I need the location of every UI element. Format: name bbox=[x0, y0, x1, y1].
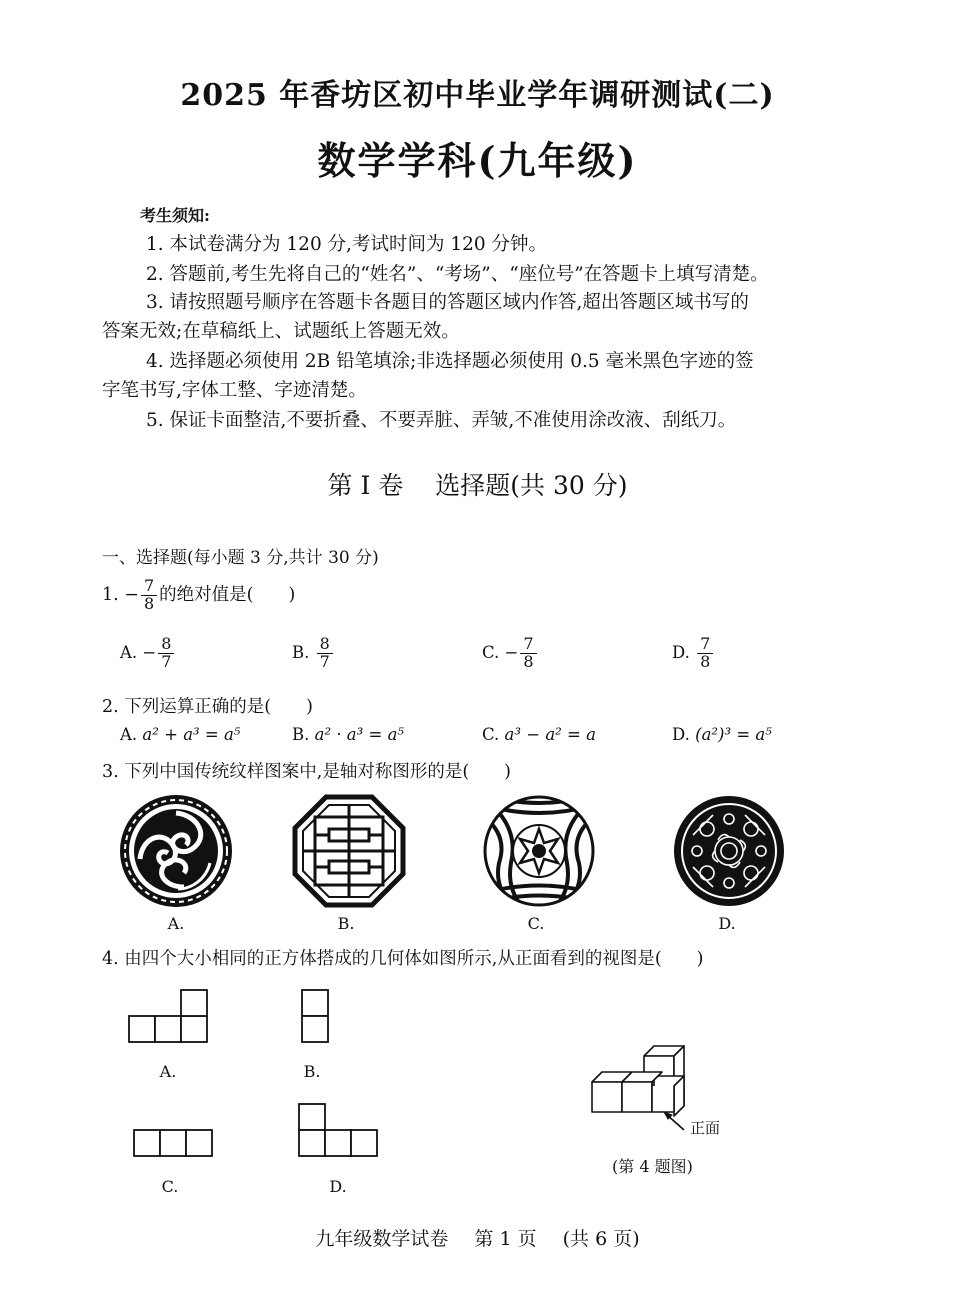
q1-option-b bbox=[292, 636, 335, 671]
section-name: 选择题(共 30 分) bbox=[435, 471, 628, 500]
frac-den: 7 bbox=[319, 651, 330, 671]
q1-option-a bbox=[120, 636, 176, 671]
option-label: A. bbox=[120, 725, 138, 744]
q4-label-d: D. bbox=[329, 1177, 347, 1196]
option-label: B. bbox=[292, 642, 315, 662]
option-fraction bbox=[317, 636, 333, 671]
frac-den: 8 bbox=[700, 651, 711, 671]
option-label: D. bbox=[672, 725, 690, 744]
frac-den: 7 bbox=[161, 651, 172, 671]
option-fraction bbox=[158, 636, 174, 671]
q4-label-a: A. bbox=[159, 1062, 177, 1081]
exam-title: 2025 年香坊区初中毕业学年调研测试(二) bbox=[180, 78, 775, 113]
q4-view-b bbox=[300, 988, 332, 1044]
notice-line-5: 5. 保证卡面整洁,不要折叠、不要弄脏、弄皱,不准使用涂改液、刮纸刀。 bbox=[146, 410, 737, 431]
q1-num: 7 bbox=[141, 578, 157, 596]
frac-num: 7 bbox=[697, 636, 713, 654]
option-label: C. bbox=[482, 725, 500, 744]
option-label: D. bbox=[672, 642, 696, 662]
q4-cube-figure bbox=[588, 1044, 698, 1144]
question-4: 4. 由四个大小相同的正方体搭成的几何体如图所示,从正面看到的视图是( ) bbox=[102, 949, 704, 969]
q4-view-c bbox=[133, 1128, 215, 1160]
notice-line-1: 1. 本试卷满分为 120 分,考试时间为 120 分钟。 bbox=[146, 234, 548, 255]
q4-view-a bbox=[128, 988, 210, 1044]
pattern-b-octagon-lattice bbox=[293, 795, 405, 907]
volume-label: 第 I 卷 bbox=[327, 471, 404, 500]
q1-suffix: 的绝对值是( ) bbox=[159, 584, 296, 605]
q2-option-a bbox=[120, 725, 240, 744]
footer-paper: 九年级数学试卷 bbox=[315, 1228, 449, 1250]
q1-option-c bbox=[482, 636, 539, 671]
notice-line-3: 3. 请按照题号顺序在答题卡各题目的答题区域内作答,超出答题区域书写的 bbox=[146, 292, 749, 313]
option-fraction bbox=[520, 636, 536, 671]
q4-view-d bbox=[298, 1102, 380, 1158]
question-3: 3. 下列中国传统纹样图案中,是轴对称图形的是( ) bbox=[102, 762, 511, 782]
q3-label-b: B. bbox=[337, 914, 355, 933]
page-footer bbox=[0, 1224, 955, 1251]
q2-option-c bbox=[482, 725, 596, 744]
q4-label-c: C. bbox=[161, 1177, 179, 1196]
frac-num: 7 bbox=[520, 636, 536, 654]
part-heading: 一、选择题(每小题 3 分,共计 30 分) bbox=[102, 548, 379, 568]
q3-label-c: C. bbox=[527, 914, 545, 933]
figure-caption: (第 4 题图) bbox=[612, 1157, 693, 1176]
q1-option-d bbox=[672, 636, 715, 671]
question-1 bbox=[102, 578, 295, 613]
q3-label-d: D. bbox=[718, 914, 736, 933]
q4-label-b: B. bbox=[303, 1062, 321, 1081]
footer-total: (共 6 页) bbox=[562, 1228, 640, 1250]
option-label: A. − bbox=[120, 642, 157, 662]
notice-heading: 考生须知: bbox=[140, 206, 210, 225]
q1-den: 8 bbox=[143, 593, 155, 613]
option-label: C. − bbox=[482, 642, 519, 662]
pattern-d-floral-round bbox=[673, 795, 785, 907]
q1-fraction bbox=[141, 578, 157, 613]
front-label: 正面 bbox=[690, 1119, 721, 1137]
notice-line-2: 2. 答题前,考生先将自己的“姓名”、“考场”、“座位号”在答题卡上填写清楚。 bbox=[146, 264, 769, 285]
pattern-c-star-waves bbox=[484, 793, 594, 909]
section-title bbox=[0, 466, 955, 502]
q1-prefix: 1. − bbox=[102, 584, 139, 605]
option-label: B. bbox=[292, 725, 310, 744]
q2-option-d bbox=[672, 725, 772, 744]
notice-line-4: 4. 选择题必须使用 2B 铅笔填涂;非选择题必须使用 0.5 毫米黑色字迹的签 bbox=[146, 351, 754, 372]
option-expr: (a²)³ = a⁵ bbox=[695, 725, 772, 744]
footer-page: 第 1 页 bbox=[474, 1228, 537, 1250]
option-expr: a³ − a² = a bbox=[504, 725, 596, 744]
option-expr: a² + a³ = a⁵ bbox=[142, 725, 241, 744]
pattern-a-swirl-medallion bbox=[118, 793, 234, 909]
q3-label-a: A. bbox=[167, 914, 185, 933]
frac-num: 8 bbox=[158, 636, 174, 654]
option-fraction bbox=[697, 636, 713, 671]
question-2: 2. 下列运算正确的是( ) bbox=[102, 697, 313, 717]
frac-num: 8 bbox=[317, 636, 333, 654]
frac-den: 8 bbox=[523, 651, 534, 671]
option-expr: a² · a³ = a⁵ bbox=[314, 725, 405, 744]
notice-line-4-cont: 字笔书写,字体工整、字迹清楚。 bbox=[102, 380, 367, 401]
notice-line-3-cont: 答案无效;在草稿纸上、试题纸上答题无效。 bbox=[102, 321, 460, 342]
q2-option-b bbox=[292, 725, 404, 744]
exam-subtitle: 数学学科(九年级) bbox=[317, 138, 638, 183]
